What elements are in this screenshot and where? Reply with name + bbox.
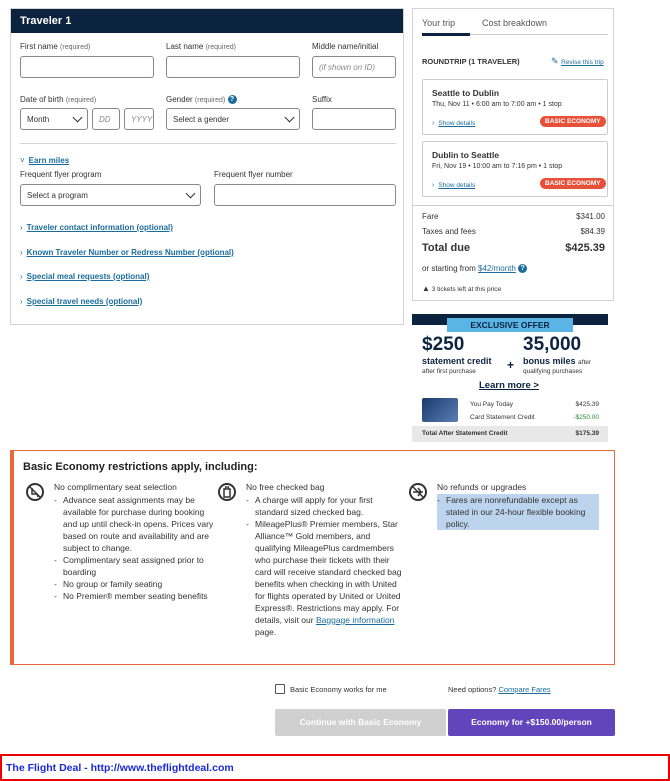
list-item: - Fares are nonrefundable except as stated in our 24-hour flexible booking policy. [437, 494, 599, 530]
last-name-field[interactable] [166, 56, 300, 78]
suffix-field[interactable] [312, 108, 396, 130]
tab-active-indicator [422, 33, 470, 36]
offer-credit-sub: after first purchase [422, 368, 476, 375]
offer-miles-label: bonus miles after [523, 356, 592, 366]
offer-amount-miles: 35,000 [523, 334, 582, 355]
gender-select[interactable]: Select a gender [166, 108, 300, 130]
revise-trip-link[interactable]: ✎ Revise this trip [551, 56, 604, 66]
segment-route: Seattle to Dublin [432, 88, 500, 98]
bag-icon [218, 483, 236, 501]
dob-label: Date of birth (required) [20, 95, 97, 104]
plus-icon: + [507, 358, 515, 372]
gender-label: Gender (required) ? [166, 95, 237, 104]
ff-program-select[interactable]: Select a program [20, 184, 201, 206]
restriction-list [246, 494, 406, 638]
help-icon[interactable]: ? [518, 264, 527, 273]
divider [413, 205, 613, 206]
segment-card-outbound [422, 79, 608, 135]
upgrade-economy-button[interactable]: Economy for +$150.00/person [448, 709, 615, 736]
divider [20, 143, 396, 144]
restriction-list [437, 494, 599, 530]
chevron-down-icon [186, 189, 196, 199]
tickets-left: ▲ 3 tickets left at this price [422, 284, 502, 293]
edit-icon: ✎ [551, 56, 559, 66]
monthly-link[interactable]: $42/month [478, 264, 516, 273]
you-pay-row: You Pay Today $425.39 [470, 401, 599, 408]
compare-fares-link[interactable]: Compare Fares [498, 685, 551, 694]
restriction-list [54, 494, 219, 602]
checkbox-label: Basic Economy works for me [290, 685, 387, 694]
segment-details: Fri, Nov 19 • 10:00 am to 7:16 pm • 1 stop [432, 163, 563, 170]
traveler-heading: Traveler 1 [11, 9, 403, 33]
segment-route: Dublin to Seattle [432, 150, 500, 160]
chevron-down-icon [73, 113, 83, 123]
known-traveler-link[interactable]: › Known Traveler Number or Redress Number (optional) [20, 248, 234, 257]
show-details-link[interactable]: › Show details [432, 182, 476, 189]
col-heading: No free checked bag [246, 482, 325, 492]
show-details-link[interactable]: › Show details [432, 120, 476, 127]
dob-month-select[interactable]: Month [20, 108, 88, 130]
segment-details: Thu, Nov 11 • 6:00 am to 7:00 am • 1 stop [432, 101, 562, 108]
total-after-credit-row: Total After Statement Credit $175.39 [412, 426, 608, 442]
first-name-label: First name (required) [20, 42, 91, 51]
monthly-row: or starting from $42/month ? [422, 264, 527, 273]
chevron-right-icon: › [20, 223, 23, 232]
tab-cost-breakdown[interactable]: Cost breakdown [482, 18, 548, 28]
middle-name-field[interactable]: (if shown on ID) [312, 56, 396, 78]
meal-requests-link[interactable]: › Special meal requests (optional) [20, 272, 150, 281]
list-item: - Advance seat assignments may be available for purchase during booking and up until check-in opens. Prices vary based on route and availability and are subject to change. [54, 494, 219, 554]
chevron-down-icon: ˅ [20, 156, 25, 165]
no-plane-icon [409, 483, 427, 501]
offer-miles-sub: qualifying purchases [523, 368, 583, 375]
first-name-field[interactable] [20, 56, 154, 78]
chevron-right-icon: › [20, 297, 23, 306]
basic-economy-checkbox[interactable] [275, 684, 285, 694]
contact-info-link[interactable]: › Traveler contact information (optional) [20, 223, 173, 232]
basic-economy-badge: BASIC ECONOMY [540, 116, 606, 127]
list-item: - A charge will apply for your first standard sized checked bag. [246, 494, 406, 518]
chevron-down-icon [285, 113, 295, 123]
roundtrip-label: ROUNDTRIP (1 TRAVELER) [422, 57, 520, 66]
statement-credit-row: Card Statement Credit -$250.00 [470, 414, 599, 421]
list-item: - No Premier® member seating benefits [54, 590, 219, 602]
basic-economy-restrictions [10, 450, 615, 665]
traveler-panel [10, 8, 404, 325]
exclusive-offer-banner: EXCLUSIVE OFFER [447, 318, 573, 332]
warning-icon: ▲ [422, 284, 430, 293]
basic-economy-badge: BASIC ECONOMY [540, 178, 606, 189]
list-item: - No group or family seating [54, 578, 219, 590]
suffix-label: Suffix [312, 95, 332, 104]
taxes-row: Taxes and fees $84.39 [422, 227, 605, 236]
credit-card-image [422, 398, 458, 422]
tab-your-trip[interactable]: Your trip [422, 18, 456, 28]
footer-text: The Flight Deal - http://www.theflightdeal.com [6, 762, 234, 774]
restrictions-title: Basic Economy restrictions apply, including: [23, 461, 258, 473]
learn-more-link[interactable]: Learn more > [479, 380, 539, 391]
watermark-footer [0, 754, 670, 781]
fare-row: Fare $341.00 [422, 212, 605, 221]
chevron-right-icon: › [20, 248, 23, 257]
col-heading: No refunds or upgrades [437, 482, 527, 492]
trip-summary-panel [412, 8, 614, 301]
list-item: - Complimentary seat assigned prior to boarding [54, 554, 219, 578]
earn-miles-toggle[interactable]: ˅ Earn miles [20, 156, 70, 165]
offer-credit-label: statement credit [422, 356, 492, 366]
ff-program-label: Frequent flyer program [20, 170, 102, 179]
dob-day-field[interactable]: DD [92, 108, 120, 130]
total-row: Total due $425.39 [422, 242, 605, 254]
list-item: - MileagePlus® Premier members, Star Alliance™ Gold members, and qualifying MileagePlus cardmembers who purchase their tickets with their card will receive standard checked bag benefits when checking in with United for flights operated by United or United Express®. Restrictions may apply. For details, visit our Baggage information page. [246, 518, 406, 638]
dob-year-field[interactable]: YYYY [124, 108, 154, 130]
help-icon[interactable]: ? [228, 95, 237, 104]
continue-basic-economy-button[interactable]: Continue with Basic Economy [275, 709, 446, 736]
col-heading: No complimentary seat selection [54, 482, 177, 492]
ff-number-field[interactable] [214, 184, 396, 206]
need-options: Need options? Compare Fares [448, 685, 551, 694]
credit-card-offer[interactable] [412, 314, 608, 442]
middle-name-label: Middle name/initial [312, 42, 379, 51]
offer-amount-credit: $250 [422, 334, 465, 355]
baggage-info-link[interactable]: Baggage information [315, 615, 395, 625]
ff-number-label: Frequent flyer number [214, 170, 293, 179]
last-name-label: Last name (required) [166, 42, 236, 51]
travel-needs-link[interactable]: › Special travel needs (optional) [20, 297, 143, 306]
segment-card-return [422, 141, 608, 197]
no-seat-icon [26, 483, 44, 501]
chevron-right-icon: › [20, 272, 23, 281]
